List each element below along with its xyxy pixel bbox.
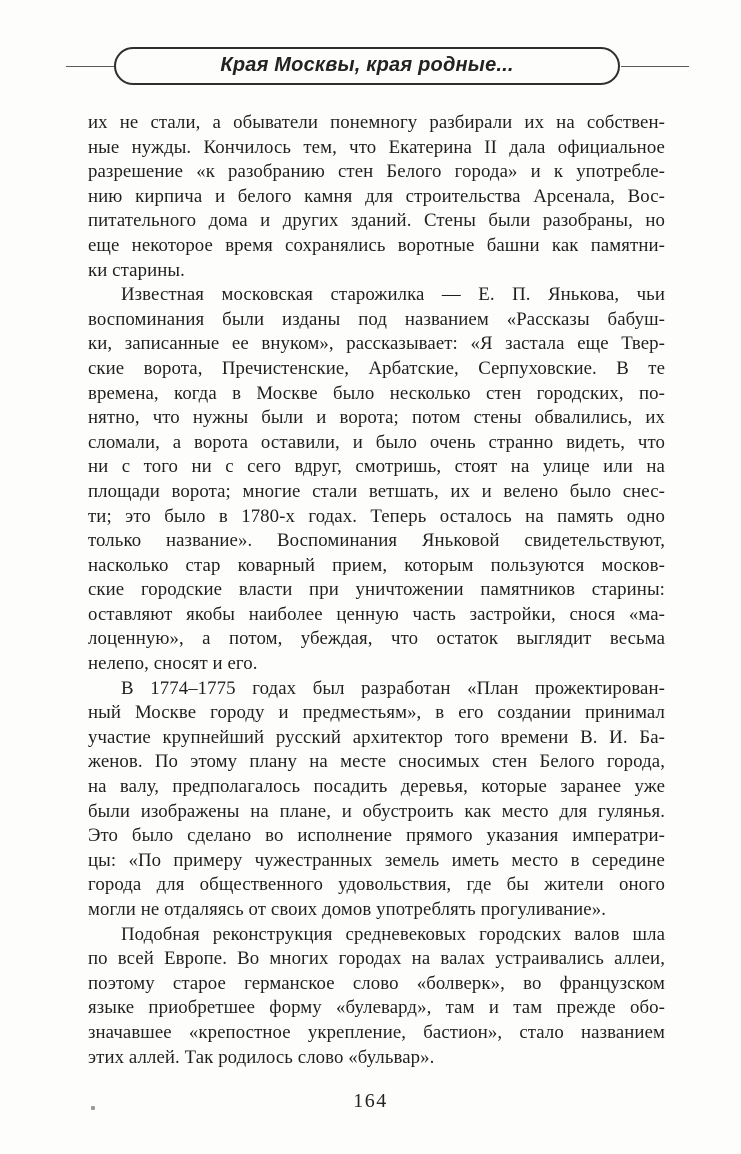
text-line: еще некоторое время сохранялись воротные башни как памятни- — [88, 234, 665, 256]
scan-artifact-dot — [91, 1106, 95, 1110]
text-line: поэтому старое германское слово «болверк», во французском — [88, 972, 665, 994]
text-line: разрешение «к разобранию стен Белого города» и к употребле- — [88, 161, 665, 183]
text-line: ные нужды. Кончилось тем, что Екатерина II дала официальное — [88, 136, 665, 158]
header-cartouche — [114, 47, 620, 85]
header-rule-left — [66, 66, 115, 67]
text-line: лоценную», а потом, убеждая, что остаток выглядит весьма — [88, 628, 665, 650]
text-line: ти; это было в 1780-х годах. Теперь осталось на память одно — [88, 505, 665, 527]
text-line: воспоминания были изданы под названием «Рассказы бабуш- — [88, 308, 665, 330]
text-line: нелепо, сносят и его. — [88, 653, 258, 675]
text-line: только название». Воспоминания Яньковой свидетельствуют, — [88, 530, 665, 552]
text-line: ки, записанные ее внуком», рассказывает: «Я застала еще Твер- — [88, 333, 665, 355]
text-line: были изображены на плане, и обустроить как место для гулянья. — [88, 800, 665, 822]
text-line: нию кирпича и белого камня для строительства Арсенала, Вос- — [88, 185, 665, 207]
text-line: В 1774–1775 годах был разработан «План прожектирован- — [121, 677, 665, 699]
text-line: их не стали, а обыватели понемногу разбирали их на собствен- — [88, 112, 665, 133]
text-line: языке приобретшее форму «булевард», там и там прежде обо- — [88, 997, 665, 1019]
text-line: женов. По этому плану на месте сносимых стен Белого города, — [88, 751, 665, 773]
page-number: 164 — [353, 1090, 388, 1112]
text-line: нятно, что нужны были и ворота; потом стены обвалились, их — [88, 407, 665, 429]
text-line: могли не отдаляясь от своих домов употреблять прогуливание». — [88, 899, 607, 920]
text-line: участие крупнейший русский архитектор того времени В. И. Ба- — [88, 726, 665, 748]
body-text — [88, 111, 665, 1070]
text-line: Это было сделано во исполнение прямого указания императри- — [88, 825, 665, 847]
text-line: площади ворота; многие стали ветшать, их и велено было снес- — [88, 480, 665, 502]
text-line: по всей Европе. Во многих городах на валах устраивались аллеи, — [88, 948, 665, 970]
text-line: ный Москве городу и предместьям», в его создании принимал — [88, 702, 665, 724]
text-line: времена, когда в Москве было несколько стен городских, по- — [88, 382, 665, 404]
text-line: насколько стар коварный прием, которым пользуются москов- — [88, 554, 665, 576]
text-line: Подобная реконструкция средневековых городских валов шла — [121, 923, 665, 945]
text-line: этих аллей. Так родилось слово «бульвар». — [88, 1046, 435, 1068]
text-line: ни с того ни с сего вдруг, смотришь, стоят на улице или на — [88, 456, 665, 478]
text-line: города для общественного удовольствия, где бы жители оного — [88, 874, 665, 896]
running-header-title: Края Москвы, края родные... — [220, 53, 514, 76]
text-line: питательного дома и других зданий. Стены были разобраны, но — [88, 210, 665, 232]
text-line: ки старины. — [88, 259, 185, 281]
text-line: на валу, предполагалось посадить деревья, которые заранее уже — [88, 776, 665, 798]
text-line: ские ворота, Пречистенские, Арбатские, Серпуховские. В те — [88, 357, 665, 379]
text-line: ские городские власти при уничтожении памятников старины: — [88, 579, 665, 601]
text-line: Известная московская старожилка — Е. П. Янькова, чьи — [121, 284, 665, 306]
header-rule-right — [621, 66, 689, 67]
text-line: сломали, а ворота оставили, и было очень странно видеть, что — [88, 431, 665, 453]
text-line: цы: «По примеру чужестранных земель иметь место в середине — [88, 849, 665, 871]
text-line: оставляют якобы наиболее ценную часть застройки, снося «ма- — [88, 603, 665, 625]
text-line: значавшее «крепостное укрепление, бастион», стало названием — [88, 1021, 665, 1043]
